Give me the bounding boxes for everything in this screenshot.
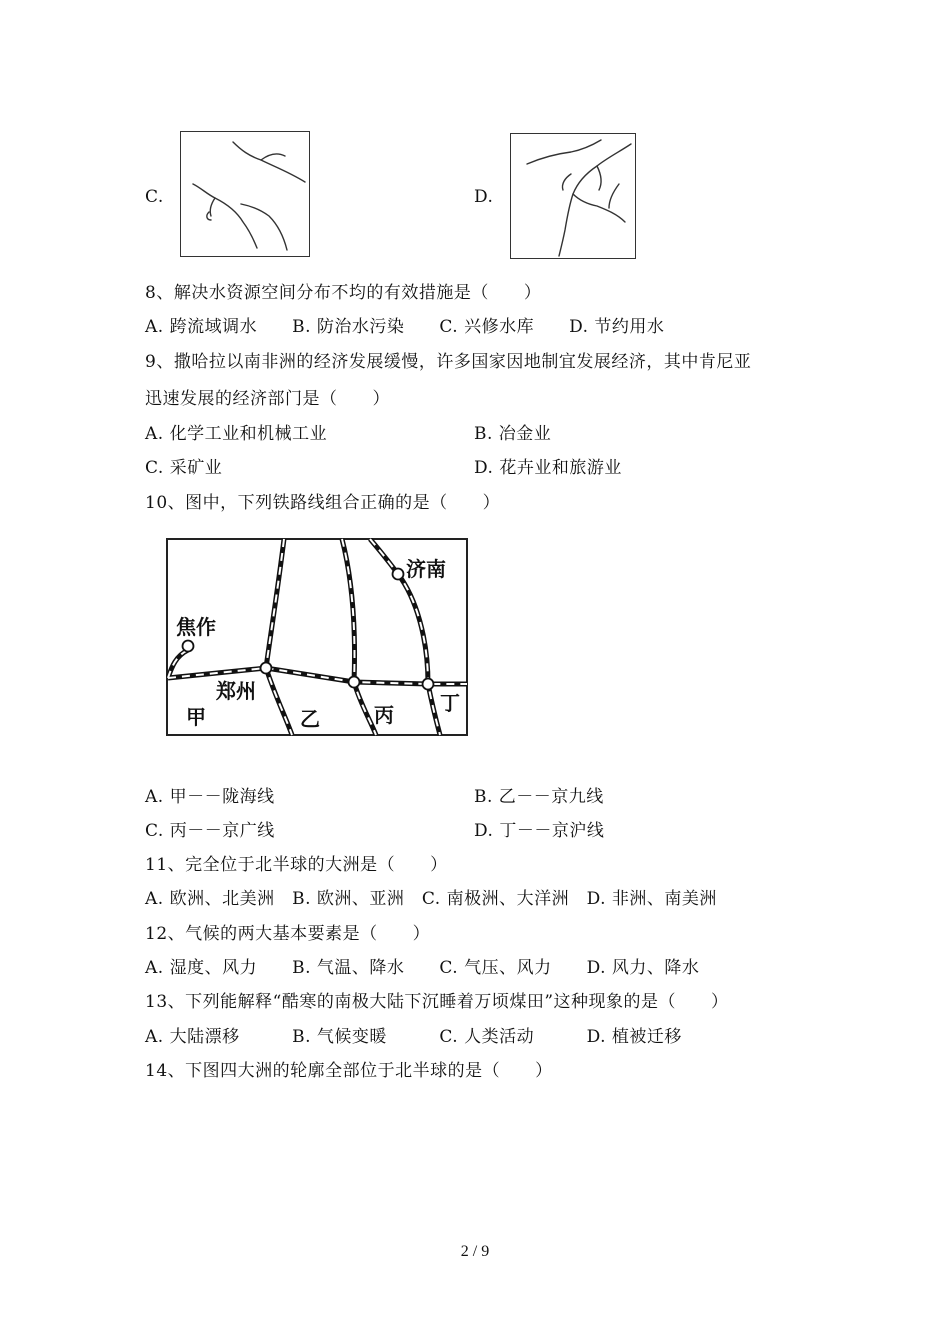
q7-option-c-river-figure [180,131,310,257]
q9-stem-line1: 9、撒哈拉以南非洲的经济发展缓慢，许多国家因地制宜发展经济，其中肯尼亚 [145,352,752,372]
q10-railway-map [166,538,468,736]
river-line [241,204,287,250]
q9-option-a: A. 化学工业和机械工业 [145,424,328,444]
q9-option-d: D. 花卉业和旅游业 [474,458,622,478]
q8-stem: 8、解决水资源空间分布不均的有效措施是（ ） [145,283,542,303]
q7-option-d-label: D. [474,187,494,207]
label-yi: 乙 [300,707,320,731]
station-ding-junction [423,679,434,690]
station-bing-junction [349,677,360,688]
river-line [609,184,619,208]
river-line [562,174,571,190]
q11-stem: 11、完全位于北半球的大洲是（ ） [145,855,448,875]
label-jiaozuo: 焦作 [176,615,216,639]
river-line [233,142,305,182]
station-zhengzhou [261,663,272,674]
river-line [261,154,285,160]
river-line [210,198,215,216]
q11-options: A. 欧洲、北美洲 B. 欧洲、亚洲 C. 南极洲、大洋洲 D. 非洲、南美洲 [145,889,717,909]
q9-option-b: B. 冶金业 [474,424,552,444]
label-zhengzhou: 郑州 [216,679,256,703]
river-line [527,140,601,164]
q10-option-a: A. 甲－－陇海线 [145,787,275,807]
q10-option-c: C. 丙－－京广线 [145,821,275,841]
q12-options: A. 湿度、风力 B. 气温、降水 C. 气压、风力 D. 风力、降水 [145,958,700,978]
q12-stem: 12、气候的两大基本要素是（ ） [145,924,431,944]
q13-options: A. 大陆漂移 B. 气候变暖 C. 人类活动 D. 植被迁移 [145,1027,682,1047]
q10-stem: 10、图中，下列铁路线组合正确的是（ ） [145,493,501,513]
q8-options: A. 跨流域调水 B. 防治水污染 C. 兴修水库 D. 节约用水 [145,317,665,337]
page-number: 2 / 9 [460,1243,490,1260]
label-bing: 丙 [374,703,394,727]
q7-option-c-label: C. [145,187,164,207]
station-jinan [393,569,404,580]
q9-stem-line2: 迅速发展的经济部门是（ ） [145,389,390,409]
q10-option-b: B. 乙－－京九线 [474,787,604,807]
label-ding: 丁 [440,691,460,715]
label-jia: 甲 [186,705,206,729]
river-line [559,144,631,256]
label-jinan: 济南 [406,557,446,581]
river-line [597,166,601,190]
q13-stem: 13、下列能解释“酷寒的南极大陆下沉睡着万顷煤田”这种现象的是（ ） [145,992,729,1012]
q10-option-d: D. 丁－－京沪线 [474,821,605,841]
river-line [193,184,257,248]
q14-stem: 14、下图四大洲的轮廓全部位于北半球的是（ ） [145,1061,553,1081]
q9-option-c: C. 采矿业 [145,458,223,478]
river-line [573,194,625,222]
station-jiaozuo [183,641,194,652]
q7-option-d-river-figure [510,133,636,259]
